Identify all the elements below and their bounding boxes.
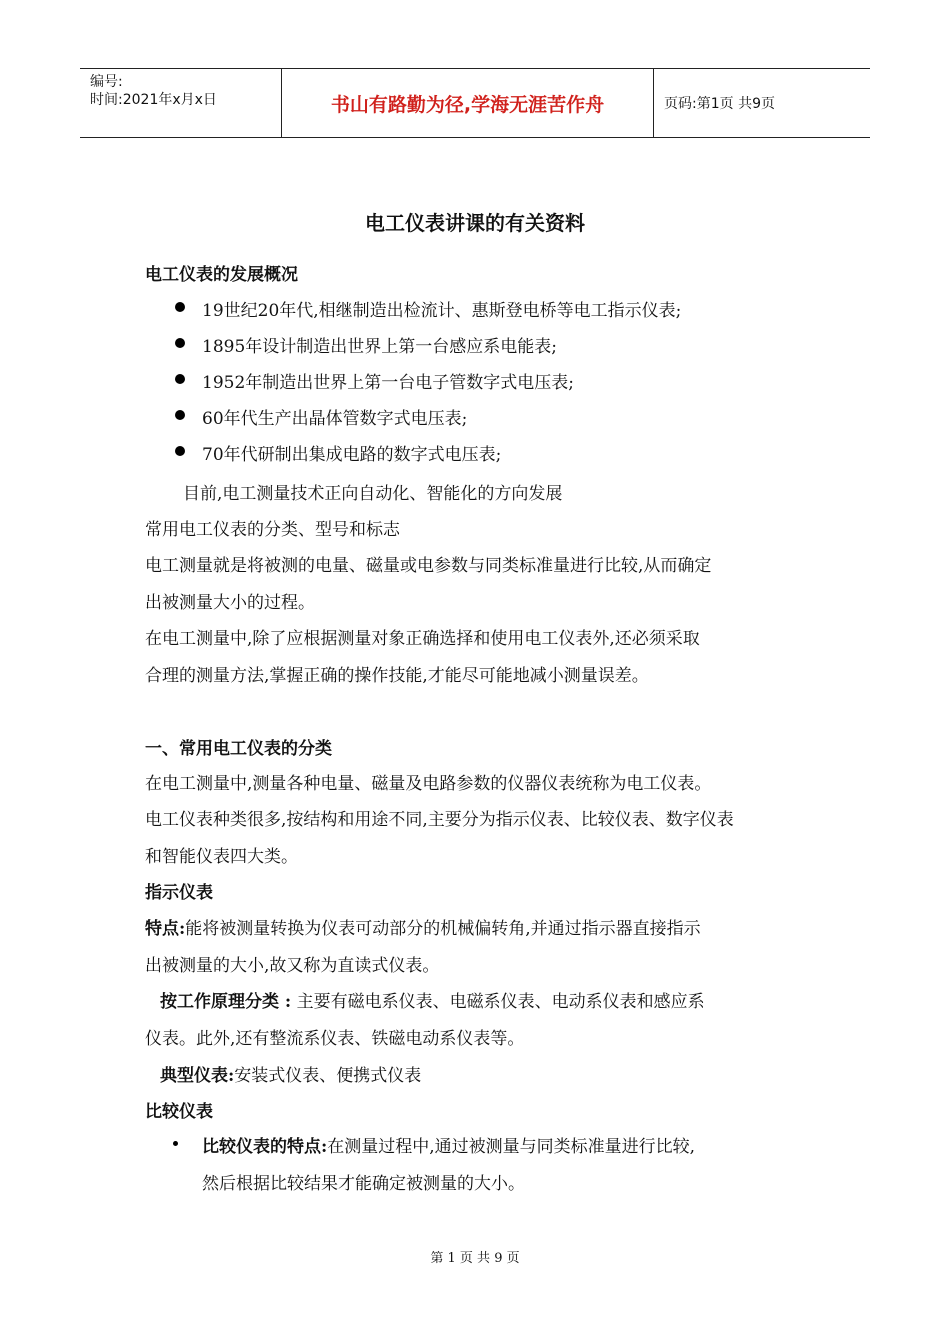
paragraph-line: 仪表。此外,还有整流系仪表、铁磁电动系仪表等。	[145, 1029, 525, 1049]
list-item-continuation: 然后根据比较结果才能确定被测量的大小。	[202, 1174, 525, 1194]
section-heading-development: 电工仪表的发展概况	[145, 265, 298, 285]
date-label: 时间:2021年x月x日	[90, 92, 217, 108]
paragraph-line	[145, 914, 701, 939]
list-item: 1895年设计制造出世界上第一台感应系电能表;	[202, 337, 557, 357]
paragraph-line: 出被测量大小的过程。	[145, 593, 315, 613]
comparison-feature-text: 在测量过程中,通过被测量与同类标准量进行比较,	[327, 1137, 696, 1157]
subheading-indicating-instruments: 指示仪表	[145, 883, 213, 903]
principle-text: 主要有磁电系仪表、电磁系仪表、电动系仪表和感应系	[291, 992, 705, 1012]
list-item: 70年代研制出集成电路的数字式电压表;	[202, 445, 502, 465]
document-header	[80, 68, 870, 138]
paragraph-line: 和智能仪表四大类。	[145, 847, 298, 867]
typical-label: 典型仪表:	[160, 1066, 235, 1086]
typical-text: 安装式仪表、便携式仪表	[234, 1066, 422, 1086]
paragraph-line: 合理的测量方法,掌握正确的操作技能,才能尽可能地减小测量误差。	[145, 666, 649, 686]
header-page-info: 页码:第1页 共9页	[664, 96, 775, 112]
bullet-icon	[175, 338, 185, 348]
list-item	[202, 1132, 695, 1157]
page-footer: 第 1 页 共 9 页	[430, 1251, 520, 1266]
bullet-icon	[175, 302, 185, 312]
paragraph-line: 在电工测量中,测量各种电量、磁量及电路参数的仪器仪表统称为电工仪表。	[145, 774, 712, 794]
current-trend-text: 目前,电工测量技术正向自动化、智能化的方向发展	[183, 484, 563, 504]
header-meta	[80, 69, 281, 137]
bullet-icon	[175, 446, 185, 456]
bullet-icon	[173, 1141, 178, 1146]
principle-label: 按工作原理分类 :	[160, 992, 292, 1012]
paragraph-line: 电工测量就是将被测的电量、磁量或电参数与同类标准量进行比较,从而确定	[145, 556, 712, 576]
section-heading-classification: 一、常用电工仪表的分类	[145, 739, 332, 759]
comparison-feature-label: 比较仪表的特点:	[202, 1137, 328, 1157]
paragraph-line: 出被测量的大小,故又称为直读式仪表。	[145, 956, 440, 976]
paragraph-line: 在电工测量中,除了应根据测量对象正确选择和使用电工仪表外,还必须采取	[145, 629, 700, 649]
paragraph-line	[160, 1061, 421, 1086]
list-item: 60年代生产出晶体管数字式电压表;	[202, 409, 468, 429]
list-item: 19世纪20年代,相继制造出检流计、惠斯登电桥等电工指示仪表;	[202, 301, 682, 321]
bullet-icon	[175, 410, 185, 420]
feature-text: 能将被测量转换为仪表可动部分的机械偏转角,并通过指示器直接指示	[185, 919, 701, 939]
feature-label: 特点:	[145, 919, 186, 939]
header-divider	[653, 69, 654, 137]
number-label: 编号:	[90, 74, 123, 90]
bullet-icon	[175, 374, 185, 384]
subheading-comparison-instruments: 比较仪表	[145, 1102, 213, 1122]
document-title: 电工仪表讲课的有关资料	[365, 211, 585, 235]
paragraph-line	[160, 987, 705, 1012]
paragraph-line: 电工仪表种类很多,按结构和用途不同,主要分为指示仪表、比较仪表、数字仪表	[145, 810, 734, 830]
header-motto: 书山有路勤为径,学海无涯苦作舟	[330, 93, 605, 116]
list-item: 1952年制造出世界上第一台电子管数字式电压表;	[202, 373, 574, 393]
intro-heading: 常用电工仪表的分类、型号和标志	[145, 520, 400, 540]
